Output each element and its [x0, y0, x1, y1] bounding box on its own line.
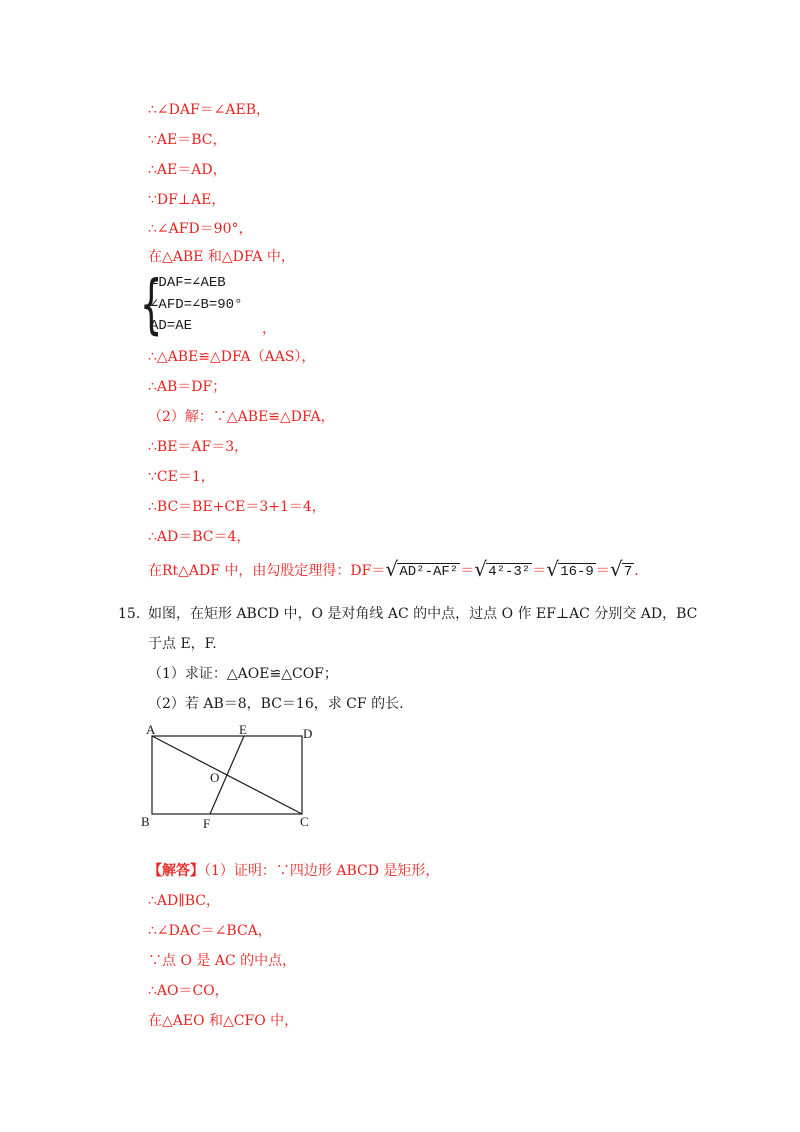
answer-line: ∴∠DAC＝∠BCA， — [148, 923, 272, 939]
answer-line: （1）证明：∵四边形 ABCD 是矩形， — [204, 863, 440, 879]
label-f: F — [203, 816, 211, 831]
label-o: O — [210, 770, 220, 785]
answer-line: ∴AD∥BC， — [148, 893, 220, 909]
solution-line: ∵AE＝BC， — [148, 132, 227, 148]
solution-line: ∵CE＝1， — [148, 469, 215, 485]
system-row: AD=AE — [150, 318, 193, 334]
solution-line: ∴BC＝BE+CE＝3+1＝4， — [148, 499, 326, 515]
answer-header — [148, 861, 439, 881]
system-row: ∠AFD=∠B=90° — [150, 297, 243, 313]
solution-line: ∴∠DAF＝∠AEB， — [148, 102, 271, 118]
solution-line: ∴AB＝DF； — [148, 379, 227, 395]
label-a: A — [146, 722, 156, 737]
equals: ＝ — [532, 563, 547, 579]
solution-line: （2）解：∵△ABE≌△DFA， — [148, 409, 335, 425]
solution-line: ∵DF⊥AE， — [148, 192, 226, 208]
question-part-1: （1）求证：△AOE≌△COF； — [148, 666, 338, 682]
solution-line: ∴BE＝AF＝3， — [148, 439, 249, 455]
system-trail: ， — [262, 321, 276, 337]
answer-tag: 【解答】 — [148, 863, 204, 879]
solution-line: ∴AD＝BC＝4， — [148, 529, 251, 545]
formula-prefix: 在Rt△ADF 中，由勾股定理得：DF＝ — [148, 563, 386, 579]
radicand: 4²-3² — [488, 564, 531, 580]
equals: ＝ — [595, 563, 610, 579]
question-part-2: （2）若 AB＝8，BC＝16，求 CF 的长. — [148, 696, 404, 712]
radicand: 7 — [623, 564, 633, 580]
sqrt-2 — [476, 563, 532, 580]
label-d: D — [303, 726, 313, 741]
brace-icon: { — [140, 268, 163, 342]
system-row: ∠DAF=∠AEB — [150, 275, 226, 291]
answer-line: 在△AEO 和△CFO 中， — [148, 1013, 299, 1029]
radicand: AD²-AF² — [399, 564, 459, 580]
question-text: 于点 E，F. — [148, 636, 217, 652]
answer-line: ∵点 O 是 AC 的中点， — [148, 953, 297, 969]
rectangle-figure — [138, 720, 328, 832]
sqrt-3 — [548, 563, 596, 580]
equation-system — [140, 268, 300, 342]
pythagorean-formula — [148, 560, 639, 584]
label-c: C — [300, 814, 309, 829]
question-number: 15. — [118, 606, 141, 622]
formula-end: . — [634, 563, 639, 579]
label-b: B — [141, 814, 150, 829]
question-text: 如图，在矩形 ABCD 中，O 是对角线 AC 的中点，过点 O 作 EF⊥AC 分别交 AD，BC — [148, 606, 698, 622]
sqrt-1 — [387, 563, 460, 580]
radicand: 16-9 — [560, 564, 594, 580]
solution-line: ∴△ABE≌△DFA（AAS）， — [148, 349, 316, 365]
label-e: E — [239, 722, 247, 737]
answer-line: ∴AO＝CO， — [148, 983, 229, 999]
solution-line: ∴∠AFD＝90°， — [148, 221, 253, 237]
solution-line: ∴AE＝AD， — [148, 162, 227, 178]
solution-line: 在△ABE 和△DFA 中， — [148, 249, 295, 265]
sqrt-4 — [612, 563, 634, 580]
equals: ＝ — [460, 563, 475, 579]
